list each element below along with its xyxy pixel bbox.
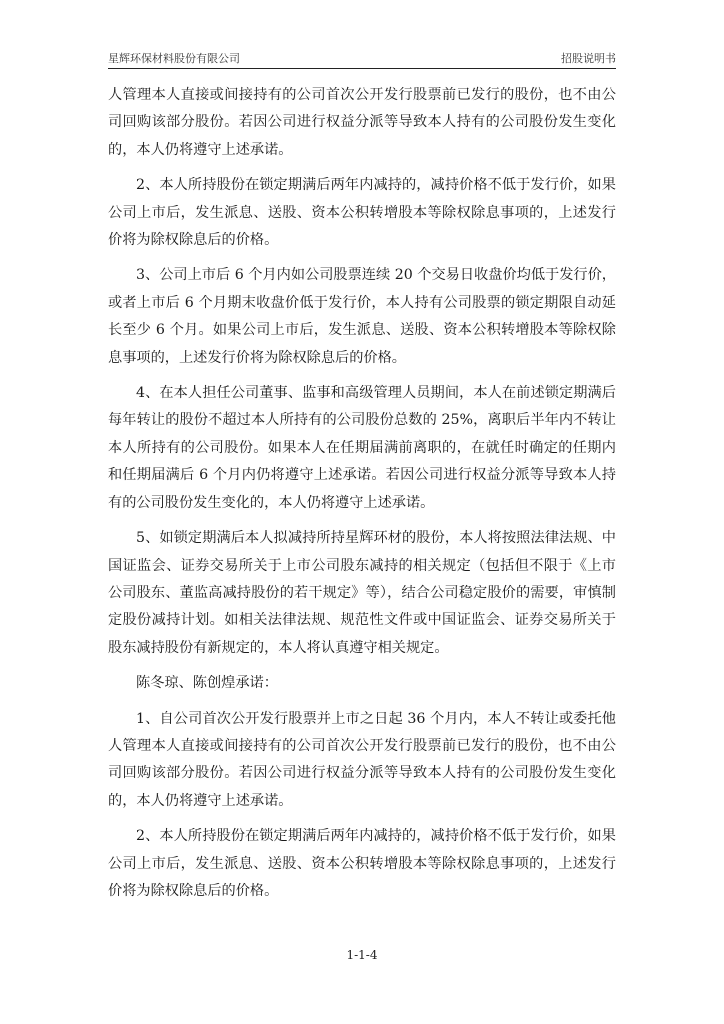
document-body: [108, 82, 616, 913]
paragraph-item-5: 5、如锁定期满后本人拟减持所持星辉环材的股份，本人将按照法律法规、中国证监会、证券交易所关于上市公司股东减持的相关规定（包括但不限于《上市公司股东、董监高减持股份的若干规定》等），结合公司稳定股价的需要，审慎制定股份减持计划。如相关法律法规、规范性文件或中国证监会、证券交易所关于股东减持股份有新规定的，本人将认真遵守相关规定。: [108, 530, 616, 656]
header-company-name: 星辉环保材料股份有限公司: [108, 52, 240, 65]
paragraph-item-3: 3、公司上市后 6 个月内如公司股票连续 20 个交易日收盘价均低于发行价，或者上市后 6 个月期末收盘价低于发行价，本人持有公司股票的锁定期限自动延长至少 6 个月。如果公司上市后，发生派息、送股、资本公积转增股本等除权除息事项的，上述发行价将为除权除息后的价格。: [108, 267, 616, 366]
paragraph-item-4: 4、在本人担任公司董事、监事和高级管理人员期间，本人在前述锁定期满后每年转让的股份不超过本人所持有的公司股份总数的 25%，离职后半年内不转让本人所持有的公司股份。如果本人在任期届满前离职的，在就任时确定的任期内和任期届满后 6 个月内仍将遵守上述承诺。若因公司进行权益分派等导致本人持有的公司股份发生变化的，本人仍将遵守上述承诺。: [108, 385, 616, 511]
header-document-type: 招股说明书: [561, 52, 616, 65]
paragraph-continuation: 人管理本人直接或间接持有的公司首次公开发行股票前已发行的股份，也不由公司回购该部分股份。若因公司进行权益分派等导致本人持有的公司股份发生变化的，本人仍将遵守上述承诺。: [108, 87, 616, 158]
paragraph-commitment-item-2: 2、本人所持股份在锁定期满后两年内减持的，减持价格不低于发行价，如果公司上市后，发生派息、送股、资本公积转增股本等除权除息事项的，上述发行价将为除权除息后的价格。: [108, 828, 616, 899]
paragraph-commitment-heading: 陈冬琼、陈创煌承诺：: [136, 675, 278, 692]
paragraph-commitment-item-1: 1、自公司首次公开发行股票并上市之日起 36 个月内，本人不转让或委托他人管理本人直接或间接持有的公司首次公开发行股票前已发行的股份，也不由公司回购该部分股份。若因公司进行权益分派等导致本人持有的公司股份发生变化的，本人仍将遵守上述承诺。: [108, 710, 616, 809]
paragraph-item-2: 2、本人所持股份在锁定期满后两年内减持的，减持价格不低于发行价，如果公司上市后，发生派息、送股、资本公积转增股本等除权除息事项的，上述发行价将为除权除息后的价格。: [108, 177, 616, 249]
page-header: [108, 48, 616, 69]
page-number: 1-1-4: [346, 948, 378, 962]
